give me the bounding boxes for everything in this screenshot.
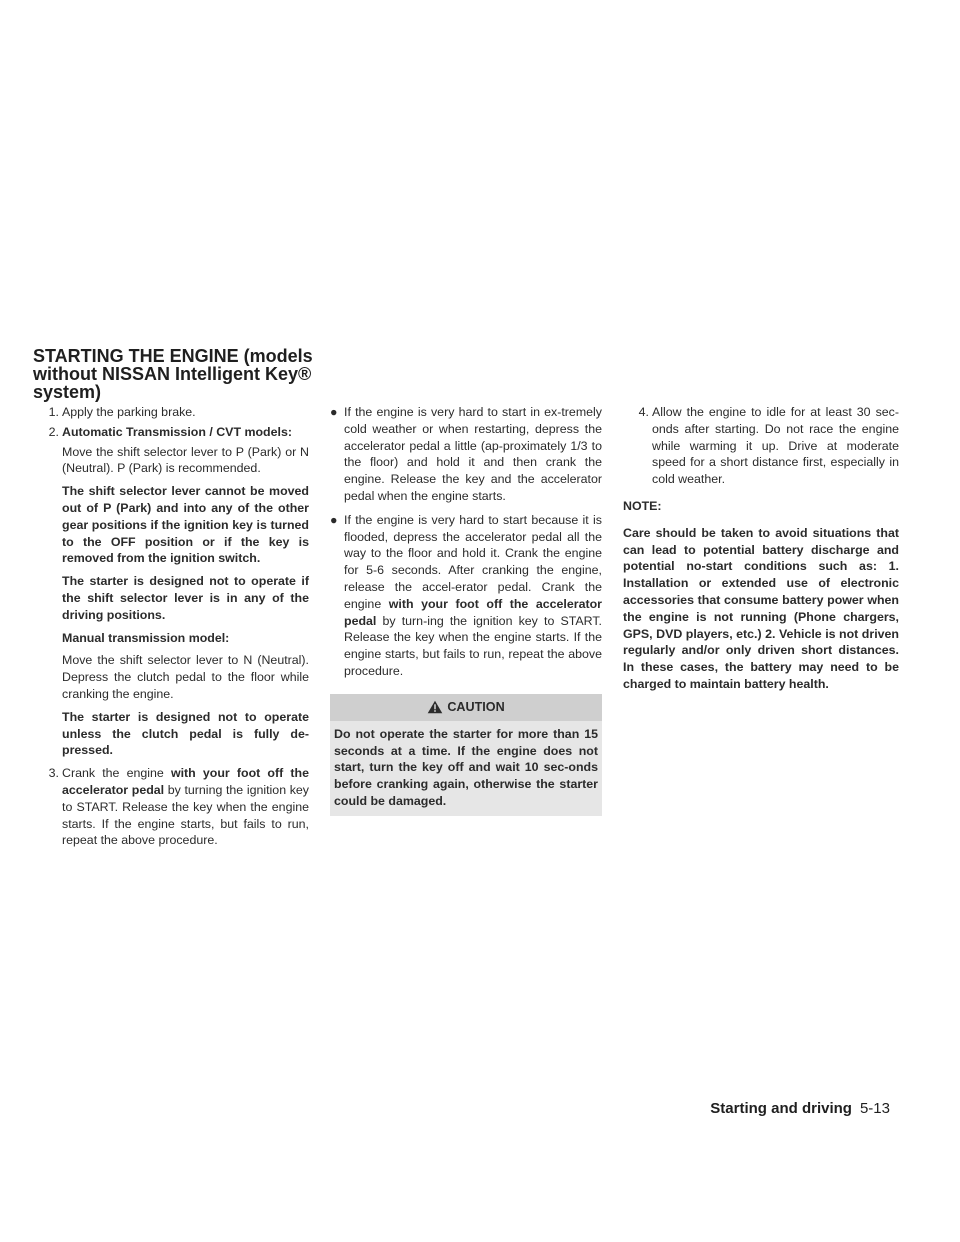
section-heading <box>33 347 313 401</box>
heading-line: STARTING THE ENGINE (models <box>33 346 313 366</box>
bullet-text <box>344 512 602 680</box>
column-left <box>33 404 309 852</box>
step-text-emphasis: with your foot off the accelerator pedal <box>62 766 309 797</box>
warning-paragraph: The starter is designed not to operate if the shift selector lever is in any of the driving positions. <box>62 574 309 622</box>
page-number: 5-13 <box>859 1100 890 1117</box>
warning-paragraph: The starter is designed not to operate unless the clutch pedal is fully de-pressed. <box>62 709 309 758</box>
caution-header <box>330 694 602 721</box>
step-number: 4. <box>638 405 649 419</box>
step-text: Allow the engine to idle for at least 30 sec-onds after starting. Do not race the engine while warming it up. Drive at moderate speed for a short distance first, especially in cold weather. <box>652 405 899 487</box>
column-right <box>623 404 899 693</box>
page-footer <box>710 1100 890 1117</box>
step-number: 2. <box>48 424 59 439</box>
caution-box <box>330 694 602 816</box>
step-text: Apply the parking brake. <box>62 405 196 419</box>
paragraph: Move the shift selector lever to P (Park) or N (Neutral). P (Park) is recommended. <box>62 444 309 476</box>
step-number: 1. <box>48 405 59 419</box>
paragraph: Move the shift selector lever to N (Neutral). Depress the clutch pedal to the floor while cranking the engine. <box>62 653 309 701</box>
warning-paragraph: The shift selector lever cannot be moved out of P (Park) and into any of the other gear positions if the ignition key is turned to the OFF position or if the key is removed from the ignition switch. <box>62 484 309 566</box>
bullet-text-part: If the engine is very hard to start because it is flooded, depress the accelerator pedal all the way to the floor and hold it. Crank the engine for 5-6 seconds. After cranking the engine, release the accel-erator pedal. Crank the engine <box>344 512 602 611</box>
step-2 <box>33 424 309 441</box>
heading-line: system) <box>33 382 102 402</box>
bullet-icon: ● <box>330 512 338 527</box>
subheading: Manual transmission model: <box>62 630 230 645</box>
note-text: Care should be taken to avoid situations that can lead to potential battery discharge and potential no-start conditions such as: 1. Installation or extended use of electronic accessories that consume battery power when the engine is not running (Phone chargers, GPS, DVD players, etc.) 2. Vehicle is not driven regularly and/or only driven short distances. In these cases, the battery may need to be charged to maintain battery health. <box>623 525 899 691</box>
note-title: NOTE: <box>623 498 662 513</box>
bullet-icon: ● <box>330 405 338 419</box>
caution-title: CAUTION <box>447 699 505 714</box>
bullet-text-emphasis: with your foot off the accelerator pedal <box>344 596 602 628</box>
bullet-item <box>330 404 602 505</box>
step-text <box>62 765 309 849</box>
bullet-text-part: by turn-ing the ignition key to START. Release the key when the engine starts. If the engine starts, but fails to run, repeat the above procedure. <box>344 613 602 678</box>
step-3 <box>33 765 309 849</box>
step-title: Automatic Transmission / CVT models: <box>62 424 292 439</box>
footer-section-title: Starting and driving <box>710 1100 852 1117</box>
step-1 <box>33 404 309 421</box>
bullet-text: If the engine is very hard to start in ex-tremely cold weather or when restarting, depress the accelerator pedal a little (ap-proximately 1/3 to the floor) and hold it and then crank the engine. Release the key and the accelerator pedal when the engine starts. <box>344 405 602 503</box>
bullet-item <box>330 512 602 680</box>
step-4 <box>623 404 899 488</box>
warning-icon <box>427 700 443 714</box>
step-text-part: by turning the ignition key to START. Release the key when the engine starts. If the engine starts, but fails to run, repeat the above procedure. <box>62 782 309 848</box>
step-text-part: Crank the engine <box>62 766 171 781</box>
heading-line: without NISSAN Intelligent Key® <box>33 364 312 384</box>
caution-text: Do not operate the starter for more than 15 seconds at a time. If the engine does not start, turn the key off and wait 10 sec-onds before cranking again, otherwise the starter could be damaged. <box>330 721 602 816</box>
column-middle <box>330 404 602 816</box>
step-number: 3. <box>48 766 59 781</box>
